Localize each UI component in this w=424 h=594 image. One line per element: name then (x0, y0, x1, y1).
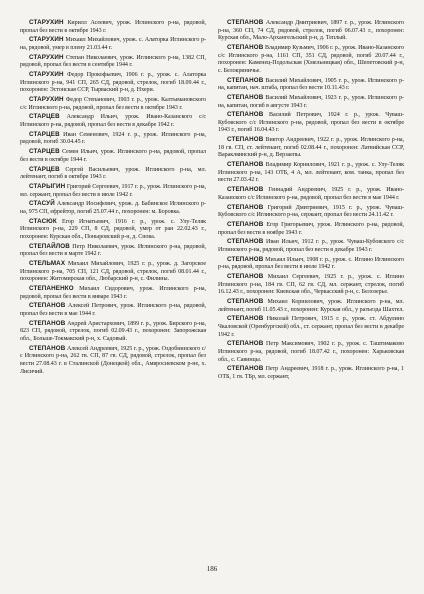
entry-details: Михаил Корнилович, урож. Иглинского р-на, мл. лейтенант, погиб 11.05.43 г., похоронен: Курская обл., у разъезда Шахтел. (218, 299, 404, 313)
entry (218, 238, 404, 254)
page-number: 186 (206, 565, 218, 573)
entry-details: Алексей Андреевич, 1925 г. р., урож. Оздобнинского с/с Иглинского р-на, 262 гв. СП, 87 гв. СД, рядовой, стрелок, пропал без вести 27.08.43 г. в Сталинской (Донецкой) обл., Амвросиевском р-не, х. Лисичий. (20, 345, 206, 375)
entry-surname: СТЕПАЙЛОВ (29, 242, 70, 250)
entry-details: Алексей Петрович, урож. Иглинского р-на, рядовой, пропал без вести в мае 1944 г. (20, 303, 206, 317)
entry-details: Михаил Михайлович, урож. с. Алаторка Иглинского р-на, рядовой, умер в плену 21.03.44 г. (20, 37, 207, 51)
entry (20, 183, 206, 199)
entry-surname: СТЕЛЬМАХ (29, 260, 66, 268)
entry-details: Виктор Андреевич, 1922 г. р., урож. Иглинского р-на, 18 гв. СП, ст. лейтенант, погиб 02.08.44 г., похоронен: Латвийская ССР, Варакляинский р-н, д. Верзаепы. (218, 137, 404, 159)
entry (218, 365, 404, 381)
entry (218, 19, 404, 43)
entry (20, 166, 206, 182)
entry-details: Федор Прокофьевич, 1906 г. р., урож. с. Алаторка Иглинского р-на, 941 СП, 265 СД, рядовой, стрелок, погиб 18.09.44 г., похоронен: Эстонская ССР, Тырваский р-н, д. Нхери. (20, 72, 206, 94)
left-column (20, 19, 206, 377)
entry-details: Кирилл Асеевич, урож. Иглинского р-на, рядовой, пропал без вести в октябре 1943 г. (20, 20, 207, 34)
entry (20, 113, 206, 129)
entry (20, 96, 206, 112)
entry (20, 200, 206, 216)
entry (20, 243, 206, 259)
entry-details: Николай Петрович, 1915 г. р., урож. ст. Абдулино Чкаловской (Оренбургской) обл., ст. сержант, пропал без вести в декабре 1942 г. (218, 316, 404, 338)
entry (20, 54, 206, 70)
entry-surname: СТАРЫГИН (29, 182, 66, 190)
entry-surname: СТЕПАНОВ (227, 136, 264, 144)
entry-details: Егор Игнатьевич, 1916 г. р., урож. с. Улу-Теляк Иглинского р-на, 229 СП, 8 СД, рядовой, умер от ран 22.02.43 г., похоронен: Курская обл., Поныровский р-н, д. Снова. (20, 218, 206, 240)
entry-surname: СТЕПАНОВ (227, 93, 264, 101)
entry-details: Иван Ильич, 1912 г. р., урож. Чуваш-Кубовского с/с Иглинского р-на, рядовой, пропал без вести в декабре 1943 г. (218, 239, 404, 253)
entry-details: Григорий Сергеевич, 1917 г. р., урож. Иглинского р-на, мл. сержант, пропал без вести в июле 1942 г. (20, 183, 206, 198)
entry (218, 221, 404, 237)
entry-surname: СТЕПАНОВ (29, 344, 66, 352)
entry-details: Григорий Дмитриевич, 1915 г. р., урож. Чуваш-Кубовского с/с Иглинского р-на, сержант, пропал без вести 24.11.42 г. (218, 204, 404, 219)
entry-surname: СТЕПАНОВ (227, 220, 264, 228)
entry-details: Петр Максимович, 1902 г. р., урож. с. Таштимаково Иглинского р-на, рядовой, погиб 18.07.42 г., похоронен: Харьковская обл., с. Савинцы. (218, 341, 404, 363)
entry (20, 218, 206, 242)
entry-surname: СТЕПАНОВ (227, 365, 264, 373)
entry (218, 136, 404, 160)
entry (218, 44, 404, 75)
entry-details: Василий Михайлович, 1923 г. р., урож. Иглинского р-на, капитан, погиб в августе 1943 г. (218, 94, 405, 109)
entry-surname: СТЕПАНОВ (227, 238, 264, 246)
entry (20, 302, 206, 318)
entry (218, 111, 404, 135)
entry-surname: СТЕПАНОВ (227, 298, 264, 306)
entry-surname: СТАСЮК (29, 217, 57, 225)
entry-surname: СТЕПАНОВ (227, 76, 264, 84)
entry-surname: СТЕПАНОВ (227, 186, 264, 194)
entry-surname: СТАРУХИН (29, 96, 64, 104)
entry-details: Петр Николаевич, урож. Иглинского р-на, рядовой, пропал без вести в марте 1942 г. (20, 243, 206, 258)
entry-surname: СТАРЦЕВ (29, 148, 60, 156)
entry-surname: СТАРУХИН (29, 53, 64, 61)
entry-surname: СТАРУХИН (29, 36, 64, 44)
entry (218, 186, 404, 202)
entry-surname: СТАСУЙ (29, 200, 55, 208)
entry (218, 273, 404, 297)
entry-details: Иван Семенович, 1924 г. р., урож. Иглинского р-на, рядовой, погиб 30.04.45 г. (20, 131, 206, 146)
entry (20, 19, 206, 35)
entry-details: Василий Петрович, 1924 г. р., урож. Чуваш-Кубовского с/с Иглинского р-на, рядовой, пропал без вести в октябре 1943 г., погиб 16.04.43 г. (218, 112, 404, 134)
entry (218, 298, 404, 314)
entry-details: Семен Ильич, урож. Иглинского р-на, рядовой, пропал без вести в октябре 1944 г. (20, 149, 206, 163)
entry-details: Михаил Сергеевич, 1925 г. р., урож. с. Иглино Иглинского р-на, 184 гв. СП, 62 гв. СД, мл. сержант, стрелок, погиб 16.12.43 г., похоронен: Киевская обл., Черкасский р-н, с. Белозерье. (218, 274, 404, 296)
entry-surname: СТЕПАНОВ (227, 43, 264, 51)
entry-details: Андрей Аристархович, 1899 г. р., урож. Бирского р-на, 823 СП, рядовой, стрелок, погиб 02.09.43 г., похоронен: Запорожская обл., Больше-Токмакский р-н, х. Садовый. (20, 320, 206, 342)
entry-details: Геннадий Андреевич, 1925 г. р., урож. Ивано-Казанского с/с Иглинского р-на, рядовой, пропал без вести в мае 1944 г. (218, 187, 405, 201)
entry-details: Владимир Кузьмич, 1906 г. р., урож. Ивано-Казанского с/с Иглинского р-на, 1161 СП, 351 СД, рядовой, погиб 20.07.44 г., похоронен: Каменец-Подольская (Хмельницкая) обл., Шепетовский р-н, с. Белокриничье. (218, 44, 404, 74)
entry-details: Владимир Корнилович, 1921 г. р., урож. с. Улу-Теляк Иглинского р-на, 143 ОТБ, 4 А, мл. лейтенант, ком. танка, пропал без вести 27.03.42 г. (218, 162, 404, 184)
entry-surname: СТЕПАНОВ (227, 161, 264, 169)
entry-surname: СТАРЦЕВ (29, 113, 60, 121)
entry (20, 131, 206, 147)
entry-details: Михаил Сидорович, урож. Иглинского р-на, рядовой, пропал без вести в январе 1943 г. (20, 286, 206, 300)
entry-surname: СТЕПАНОВ (227, 203, 264, 211)
entry-surname: СТЕПАНОВ (29, 302, 66, 310)
entry-surname: СТЕПАНОВ (227, 315, 264, 323)
entry (218, 340, 404, 364)
entry-details: Василий Михайлович, 1905 г. р., урож. Иглинского р-на, капитан, нач. штаба, пропал без вести 10.11.43 г. (218, 77, 405, 92)
entry (218, 256, 404, 272)
entry-details: Петр Андреевич, 1918 г. р., урож. Иглинского р-на, 1 ОТБ, 1 гв. ТБр, мл. сержант, (218, 366, 404, 380)
entry-details: Александр Иосифович, урож. д. Бабинское Иглинского р-на, 975 СП, ефрейтор, погиб 25.07.44 г., похоронен: м. Боровка. (20, 201, 206, 215)
entry-surname: СТАРЦЕВ (29, 165, 60, 173)
entry (218, 315, 404, 339)
entry-surname: СТЕПАНОВ (29, 319, 66, 327)
entry (20, 36, 206, 52)
entry (218, 77, 404, 93)
entry (20, 345, 206, 376)
entry-surname: СТЕПАНЕНКО (29, 285, 74, 293)
entry (20, 71, 206, 95)
entry-surname: СТЕПАНОВ (227, 19, 264, 26)
entry-details: Степан Николаевич, урож. Иглинского р-на, 1382 СП, рядовой, пропал без вести в сентябре 1944 г. (20, 54, 206, 69)
entry-surname: СТАРЦЕВ (29, 130, 60, 138)
entry (218, 94, 404, 110)
entry (218, 161, 404, 185)
entry-details: Александр Ильич, урож. Ивано-Казанского с/с Иглинского р-на, рядовой, пропал без вести в декабре 1942 г. (20, 114, 206, 129)
entry-surname: СТЕПАНОВ (227, 340, 264, 348)
entry-surname: СТАРУХИН (29, 71, 64, 79)
entry-details: Михаил Ильич, 1908 г. р., урож. с. Иглино Иглинского р-на, рядовой, пропал без вести в июле 1942 г. (218, 256, 404, 271)
entry (20, 148, 206, 164)
entry (20, 260, 206, 284)
entry-details: Сергей Васильевич, урож. Иглинского р-на, мл. лейтенант, погиб в октябре 1943 г. (20, 166, 207, 181)
entry-details: Егор Григорьевич, урож. Иглинского р-на, рядовой, пропал без вести в ноябре 1943 г. (218, 221, 404, 236)
right-column (218, 19, 404, 383)
entry-surname: СТЕПАНОВ (227, 255, 264, 263)
entry-surname: СТЕПАНОВ (227, 273, 264, 281)
entry-surname: СТАРУХИН (29, 19, 64, 26)
entry-details: Александр Дмитриевич, 1897 г. р., урож. Иглинского р-на, 360 СП, 74 СД, рядовой, стрелок, погиб 06.07.43 г., похоронен: Курская обл., Мало-Архангельский р-н, д. Теплый. (218, 20, 404, 42)
entry-details: Федор Степанович, 1903 г. р., урож. Калтымановского с/с Иглинского р-на, рядовой, пропал без вести в октябре 1943 г. (20, 97, 206, 111)
entry-surname: СТЕПАНОВ (227, 111, 264, 119)
entry (218, 204, 404, 220)
entry-details: Михаил Михайлович, 1925 г. р., урож. д. Загорское Иглинского р-на, 705 СП, 121 СД, рядовой, стрелок, погиб 08.01.44 г., похоронен: Житомирская обл., Любарский р-н, с. Филины. (20, 261, 206, 283)
entry (20, 285, 206, 301)
entry (20, 320, 206, 344)
